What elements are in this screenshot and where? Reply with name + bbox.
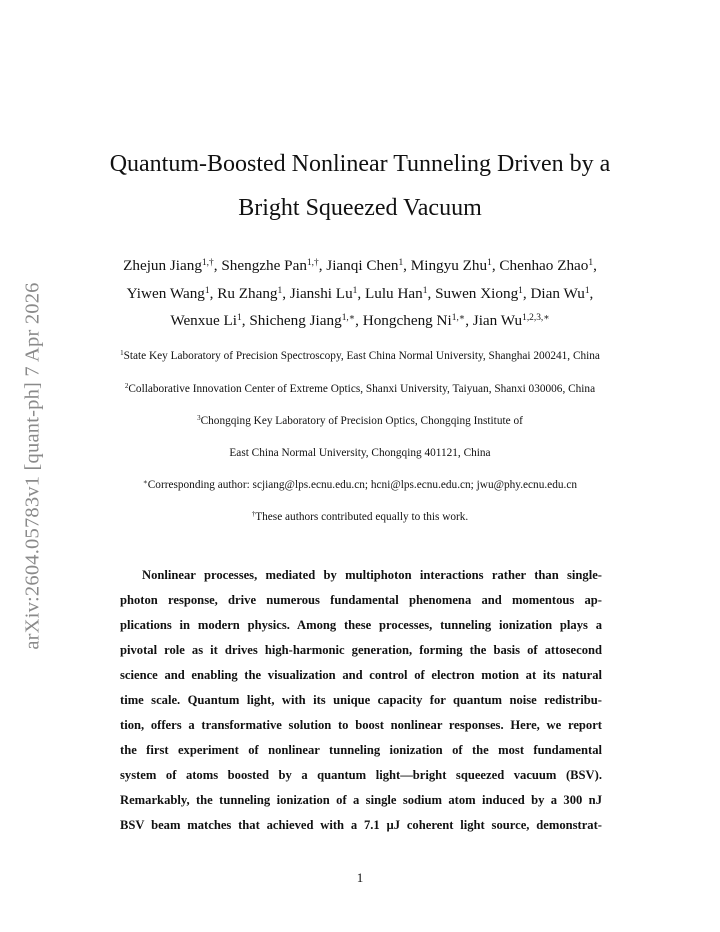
author-name: Lulu Han <box>364 284 423 302</box>
author-name: Jian Wu <box>472 312 523 329</box>
affiliation-mark: 2 <box>124 382 129 391</box>
abstract-line: system of atoms boosted by a quantum light—bright squeezed vacuum (BSV). <box>120 768 602 782</box>
author-name: Jianshi Lu <box>289 284 353 302</box>
author-affil-mark: 1 <box>352 285 358 296</box>
affiliation-3 <box>60 415 660 427</box>
author-affil-mark: 1,† <box>201 257 214 268</box>
author-affil-mark: 1 <box>584 285 590 296</box>
abstract-line: plications in modern physics. Among these processes, tunneling ionization plays a <box>120 618 602 632</box>
author-name: Dian Wu <box>530 284 585 302</box>
affiliation-1 <box>60 350 660 362</box>
author-name: Yiwen Wang <box>126 284 205 302</box>
author-line-2: Yiwen Wang$^1$, Ru Zhang$^1$, Jianshi Lu$^1$, Lulu Han$^1$, Suwen Xiong$^1$, Dian Wu$^1$, <box>126 284 594 302</box>
author-line-1: Zhejun Jiang$^{1,\dagger}$, Shengzhe Pan$^{1,\dagger}$, Jianqi Chen$^1$, Mingyu Zhu$^1$, Chenhao Zhao$^1$, <box>123 257 597 274</box>
corresponding-mark: ∗ <box>143 478 148 487</box>
author-name: Wenxue Li <box>170 312 238 329</box>
author-name: Ru Zhang <box>217 284 278 302</box>
arxiv-identifier: arXiv:2604.05783v1 [quant-ph] 7 Apr 2026 <box>21 282 44 650</box>
author-affil-mark: 1,∗ <box>451 312 466 323</box>
author-name: Shicheng Jiang <box>249 312 342 329</box>
paper-title <box>60 142 660 230</box>
abstract-line: photon response, drive numerous fundamental phenomena and momentous ap- <box>120 593 602 607</box>
corresponding-author-note <box>60 479 660 491</box>
author-affil-mark: 1 <box>487 257 492 268</box>
author-name: Shengzhe Pan <box>221 257 307 274</box>
author-name: Suwen Xiong <box>435 284 519 302</box>
page-number: 1 <box>356 870 364 885</box>
abstract-line: tion, offers a transformative solution to boost nonlinear responses. Here, we report <box>120 718 602 732</box>
affiliation-3-continued: East China Normal University, Chongqing 401121, China <box>229 447 491 459</box>
abstract-line: science and enabling the visualization and control of electron motion at its natural <box>120 668 602 682</box>
corresponding-text: Corresponding author: scjiang@lps.ecnu.edu.cn; hcni@lps.ecnu.edu.cn; jwu@phy.ecnu.edu.cn <box>147 479 577 491</box>
author-name: Jianqi Chen <box>326 257 399 274</box>
affiliation-text: Collaborative Innovation Center of Extreme Optics, Shanxi University, Taiyuan, Shanxi 030006, China <box>128 383 596 395</box>
abstract-line: Remarkably, the tunneling ionization of a single sodium atom induced by a 300 nJ <box>120 793 602 807</box>
equal-contribution-text: These authors contributed equally to this work. <box>255 511 469 523</box>
author-affil-mark: 1,† <box>306 257 319 268</box>
title-line-1: Quantum-Boosted Nonlinear Tunneling Driven by a <box>109 151 611 177</box>
author-affil-mark: 1 <box>398 257 404 268</box>
abstract <box>120 563 602 838</box>
affiliation-text: Chongqing Key Laboratory of Precision Optics, Chongqing Institute of <box>200 415 523 427</box>
author-affil-mark: 1 <box>422 285 428 296</box>
author-name: Hongcheng Ni <box>362 312 452 329</box>
abstract-line: pivotal role as it drives high-harmonic generation, forming the basis of attosecond <box>120 643 602 657</box>
title-line-2: Bright Squeezed Vacuum <box>238 195 482 221</box>
abstract-line: the first experiment of nonlinear tunneling ionization of the most fundamental <box>120 743 602 757</box>
arxiv-sidebar <box>18 250 48 682</box>
abstract-line: BSV beam matches that achieved with a 7.1 µJ coherent light source, demonstrat- <box>120 818 602 832</box>
abstract-line: time scale. Quantum light, with its unique capacity for quantum noise redistribu- <box>120 693 602 707</box>
author-affil-mark: 1 <box>518 285 523 296</box>
abstract-line: Nonlinear processes, mediated by multiphoton interactions rather than single- <box>142 568 602 582</box>
author-line-3: Wenxue Li$^1$, Shicheng Jiang$^{1,∗}$, Hongcheng $Ni^{1,∗}$, Jian $Wu^{1,2,3,∗}$ <box>170 312 550 329</box>
author-affil-mark: 1 <box>588 257 594 268</box>
author-affil-mark: 1,∗ <box>341 312 356 323</box>
author-affil-mark: 1,2,3,∗ <box>522 312 550 323</box>
affiliation-mark: 1 <box>120 349 124 358</box>
affiliation-text: State Key Laboratory of Precision Spectroscopy, East China Normal University, Shanghai 200241, China <box>123 350 600 362</box>
affiliation-2 <box>60 383 660 395</box>
author-name: Chenhao Zhao <box>499 257 589 274</box>
author-affil-mark: 1 <box>204 285 210 296</box>
equal-contribution-mark: † <box>251 510 256 519</box>
author-list <box>60 252 660 335</box>
author-name: Mingyu Zhu <box>410 257 488 274</box>
author-affil-mark: 1 <box>237 312 242 323</box>
author-name: Zhejun Jiang <box>123 257 202 274</box>
affiliation-mark: 3 <box>197 414 201 423</box>
equal-contribution-note <box>60 511 660 523</box>
author-affil-mark: 1 <box>277 285 283 296</box>
